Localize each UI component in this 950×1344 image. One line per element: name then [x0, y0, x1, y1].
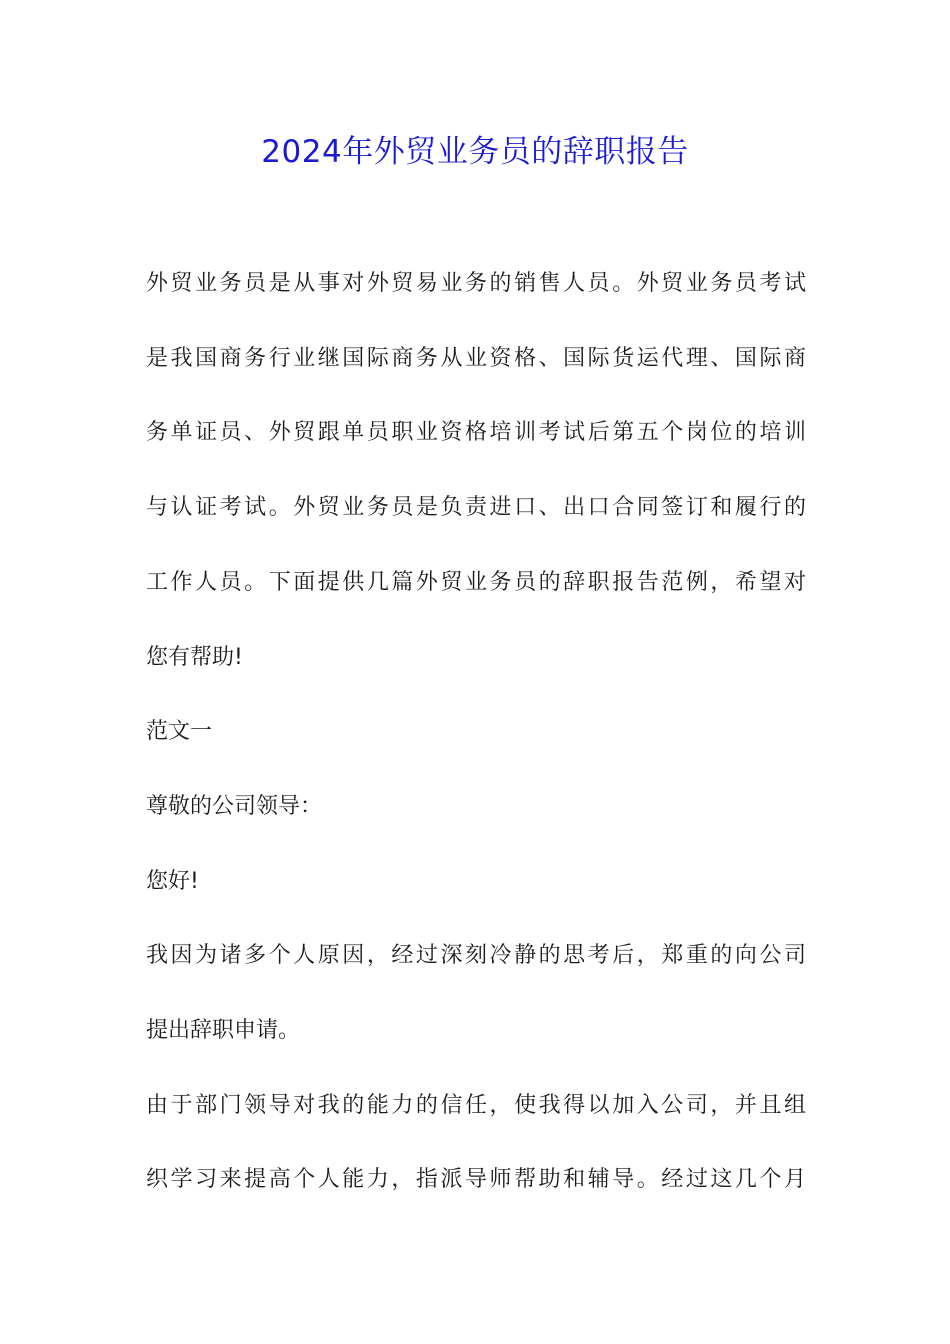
paragraph-line: 由于部门领导对我的能力的信任，使我得以加入公司，并且组	[146, 1093, 806, 1118]
paragraph-line: 织学习来提高个人能力，指派导师帮助和辅导。经过这几个月	[146, 1167, 806, 1192]
paragraph-line: 工作人员。下面提供几篇外贸业务员的辞职报告范例，希望对	[146, 570, 806, 595]
paragraph-line: 与认证考试。外贸业务员是负责进口、出口合同签订和履行的	[146, 495, 806, 520]
greeting: 您好!	[146, 869, 199, 894]
salutation: 尊敬的公司领导：	[146, 794, 323, 819]
paragraph-line: 务单证员、外贸跟单员职业资格培训考试后第五个岗位的培训	[146, 420, 806, 445]
section-heading: 范文一	[146, 719, 213, 744]
paragraph-line: 外贸业务员是从事对外贸易业务的销售人员。外贸业务员考试	[146, 271, 806, 296]
paragraph-line: 提出辞职申请。	[146, 1018, 301, 1043]
document-title: 2024年外贸业务员的辞职报告	[261, 134, 689, 170]
paragraph-line: 我因为诸多个人原因，经过深刻冷静的思考后，郑重的向公司	[146, 943, 806, 968]
paragraph-line: 您有帮助!	[146, 645, 243, 670]
paragraph-line: 是我国商务行业继国际商务从业资格、国际货运代理、国际商	[146, 346, 806, 371]
